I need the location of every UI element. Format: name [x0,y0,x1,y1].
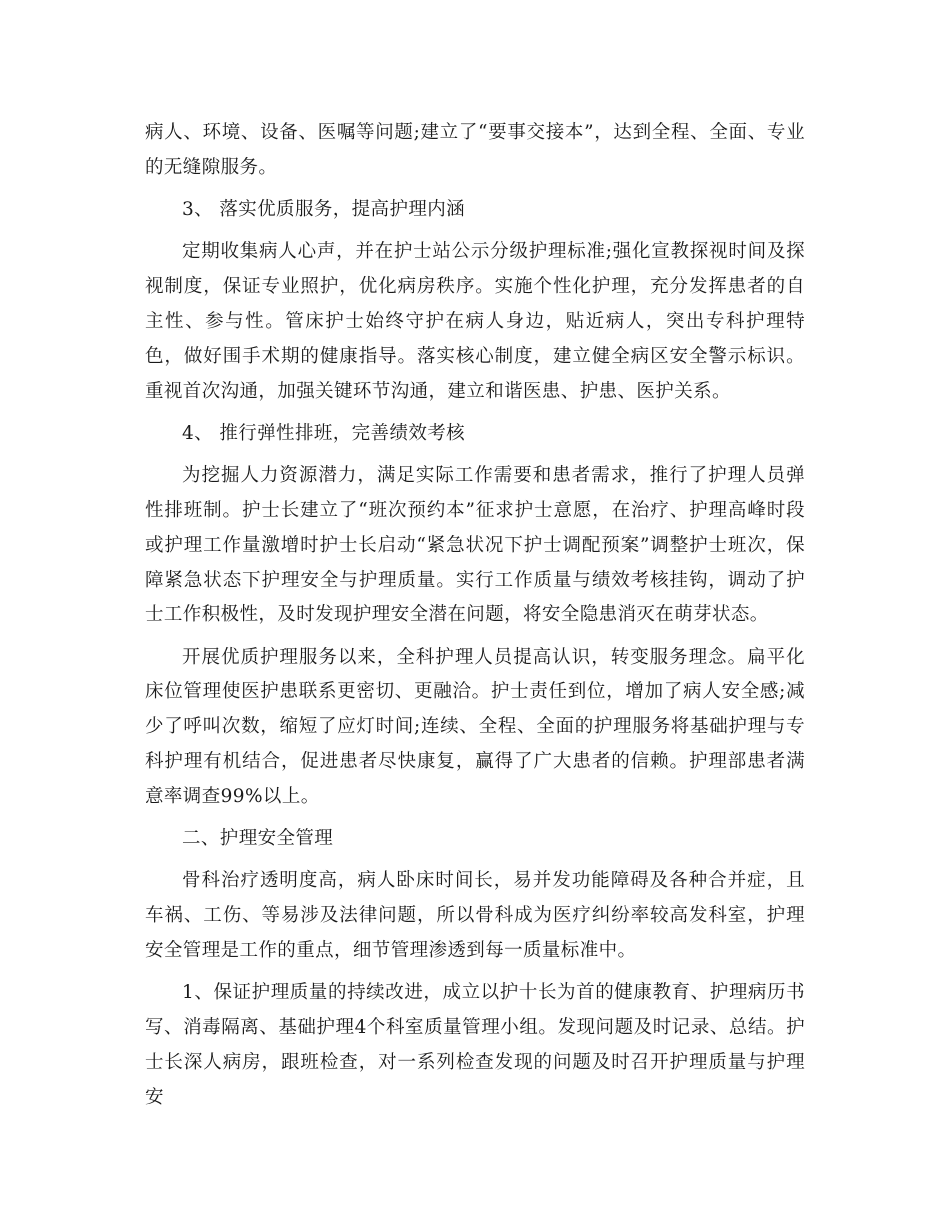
document-body [145,116,805,1123]
section-heading-safety: 二、护理安全管理 [182,828,334,850]
paragraph-service-results: 开展优质护理服务以来，全科护理人员提高认识，转变服务理念。扁平化床位管理使医护患联系更密切、更融洽。护士责任到位，增加了病人安全感;减少了呼叫次数，缩短了应灯时间;连续、全程、全面的护理服务将基础护理与专科护理有机结合，促进患者尽快康复，赢得了广大患者的信赖。护理部患者满意率调查99%以上。 [145,646,805,807]
paragraph-quality-improvement: 1、保证护理质量的持续改进，成立以护十长为首的健康教育、护理病历书写、消毒隔离、基础护理4个科室质量管理小组。发现问题及时记录、总结。护士长深人病房，跟班检查，对一系列检查发现的问题及时召开护理质量与护理安 [145,982,805,1108]
paragraph-safety-intro: 骨科治疗透明度高，病人卧床时间长，易并发功能障碍及各种合并症，且车祸、工伤、等易涉及法律问题，所以骨科成为医疗纠纷率较高发科室，护理安全管理是工作的重点，细节管理渗透到每一质量标准中。 [145,870,805,962]
section-heading-3: 3、 落实优质服务，提高护理内涵 [182,199,466,221]
paragraph-continuation: 病人、环境、设备、医嘱等问题;建立了“要事交接本”，达到全程、全面、专业的无缝隙服务。 [145,122,805,178]
section-heading-4: 4、 推行弹性排班，完善绩效考核 [182,422,466,444]
paragraph-quality-service: 定期收集病人心声，并在护士站公示分级护理标准;强化宣教探视时间及探视制度，保证专业照护，优化病房秩序。实施个性化护理，充分发挥患者的自主性、参与性。管床护士始终守护在病人身边，贴近病人，突出专科护理特色，做好围手术期的健康指导。落实核心制度，建立健全病区安全警示标识。重视首次沟通，加强关键环节沟通，建立和谐医患、护患、医护关系。 [145,241,805,402]
paragraph-flexible-scheduling: 为挖掘人力资源潜力，满足实际工作需要和患者需求，推行了护理人员弹性排班制。护士长建立了“班次预约本”征求护士意愿，在治疗、护理高峰时段或护理工作量激增时护士长启动“紧急状况下护士调配预案”调整护士班次，保障紧急状态下护理安全与护理质量。实行工作质量与绩效考核挂钩，调动了护士工作积极性，及时发现护理安全潜在问题，将安全隐患消灭在萌芽状态。 [145,465,805,626]
